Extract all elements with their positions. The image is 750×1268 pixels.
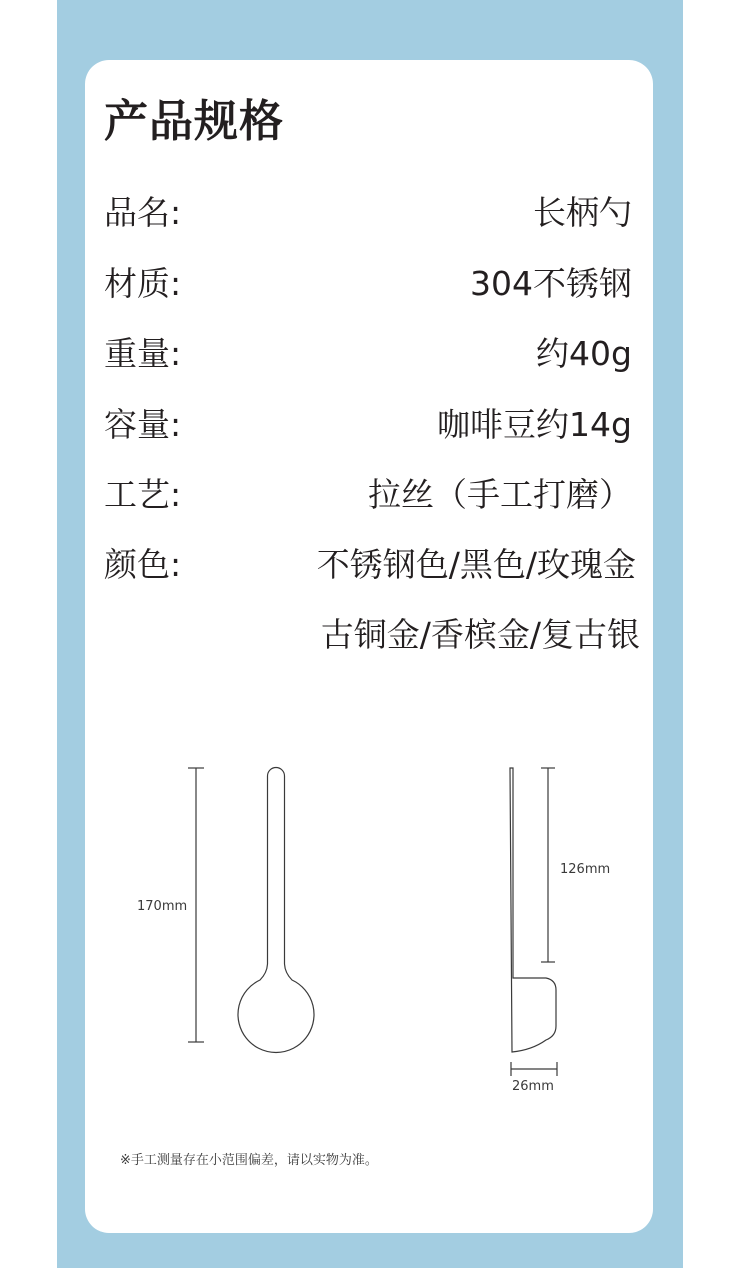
total-length-label: 170mm xyxy=(137,899,188,914)
measurement-note: ※手工测量存在小范围偏差，请以实物为准。 xyxy=(120,1153,378,1168)
section-title: 产品规格 xyxy=(104,96,284,147)
spec-value-color-line1: 不锈钢色/黑色/玫瑰金 xyxy=(316,545,636,584)
spec-label-color: 颜色: xyxy=(104,545,182,584)
bowl-depth-dimension-line xyxy=(511,1062,557,1076)
spec-label-weight: 重量: xyxy=(104,334,182,373)
spoon-front-outline xyxy=(238,768,314,1053)
spec-label-name: 品名: xyxy=(104,193,182,232)
spec-value-weight: 约40g xyxy=(536,334,632,373)
total-length-dimension-line xyxy=(188,768,204,1042)
spec-value-capacity: 咖啡豆约14g xyxy=(437,405,632,444)
spec-value-name: 长柄勺 xyxy=(533,193,632,232)
bowl-depth-label: 26mm xyxy=(512,1079,554,1094)
handle-length-label: 126mm xyxy=(560,862,611,877)
spec-label-material: 材质: xyxy=(104,264,182,303)
spec-value-material: 304不锈钢 xyxy=(470,264,632,303)
spec-value-craft: 拉丝（手工打磨） xyxy=(368,475,632,514)
spoon-side-outline xyxy=(510,768,556,1052)
spec-label-capacity: 容量: xyxy=(104,405,182,444)
spec-label-craft: 工艺: xyxy=(104,475,182,514)
handle-length-dimension-line xyxy=(541,768,555,962)
spec-value-color-line2: 古铜金/香槟金/复古银 xyxy=(320,615,640,654)
